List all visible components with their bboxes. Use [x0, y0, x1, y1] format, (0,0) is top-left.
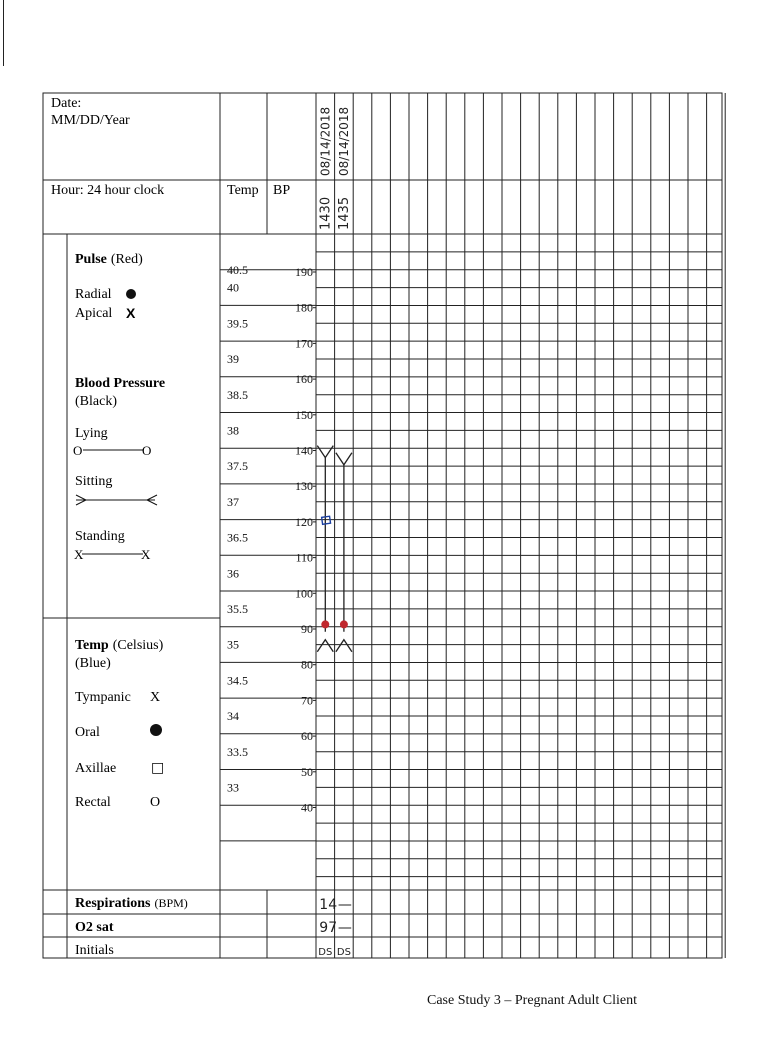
bp-tick-label: 130: [295, 479, 313, 494]
temp-tick-label: 34: [227, 709, 239, 724]
bp-diastolic-mark: [336, 640, 352, 652]
bp-tick-label: 60: [301, 729, 313, 744]
temp-tick-label: 34.5: [227, 673, 248, 688]
lying-symbol-icon: [73, 443, 151, 458]
standing-end-right: X: [141, 547, 151, 562]
lying-label: Lying: [75, 426, 108, 441]
initials-row-label: Initials: [75, 943, 114, 958]
bp-tick-label: 140: [295, 443, 313, 458]
oral-filled-dot-icon: [150, 724, 162, 736]
radial-label: Radial: [75, 287, 112, 302]
respirations-row-label: [75, 896, 188, 911]
temp-tick-label: 40: [227, 280, 239, 295]
entry-hour: 1430: [318, 196, 334, 230]
bp-tick-label: 170: [295, 336, 313, 351]
pulse-radial-dot: [321, 620, 329, 628]
rectal-o-symbol: O: [150, 795, 161, 810]
entry-respirations: —: [337, 897, 352, 913]
oral-label: Oral: [75, 725, 100, 740]
entry-o2-sat: 97: [319, 920, 338, 936]
bp-tick-label: 70: [301, 693, 313, 708]
bp-tick-label: 180: [295, 300, 313, 315]
sitting-symbol-icon: [76, 495, 157, 505]
radial-filled-dot-icon: [126, 289, 136, 299]
standing-symbol-icon: [74, 547, 151, 562]
entry-initials: DS: [336, 947, 351, 958]
temp-tick-label: 36.5: [227, 530, 248, 545]
temp-color-note: (Blue): [75, 656, 111, 671]
bp-tick-label: 50: [301, 764, 313, 779]
bp-tick-label: 110: [295, 550, 313, 565]
bp-tick-label: 80: [301, 657, 313, 672]
apical-label: Apical: [75, 306, 113, 321]
sitting-label: Sitting: [75, 474, 113, 489]
pulse-color-note: (Red): [110, 252, 143, 267]
bp-tick-label: 190: [295, 265, 313, 279]
entry-initials: DS: [318, 947, 333, 958]
axillae-label: Axillae: [75, 761, 117, 776]
temp-tick-label: 35.5: [227, 602, 248, 616]
lying-end-left: O: [73, 443, 83, 458]
o2-sat-row-label: O2 sat: [75, 920, 114, 935]
rectal-label: Rectal: [75, 795, 111, 810]
tympanic-x-symbol: X: [150, 690, 161, 705]
entry-hour: 1435: [336, 196, 352, 230]
temp-tick-label: 40.5: [227, 263, 248, 277]
chart-grid: [43, 93, 725, 958]
bp-tick-label: 90: [301, 622, 313, 636]
bp-tick-label: 160: [295, 372, 313, 387]
entry-date: 08/14/2018: [336, 106, 351, 176]
bp-tick-label: 150: [295, 407, 313, 422]
entry-respirations: 14: [319, 897, 338, 913]
bp-tick-label: 100: [295, 586, 313, 601]
temp-tick-label: 37: [227, 494, 239, 509]
entry-date: 08/14/2018: [318, 106, 333, 176]
temp-tick-label: 35: [227, 637, 239, 652]
respirations-unit: (BPM): [154, 896, 188, 910]
temp-axillae-mark: [322, 516, 331, 524]
standing-end-left: X: [74, 547, 84, 562]
temp-legend-title: [75, 638, 164, 653]
temp-unit-note: (Celsius): [112, 638, 164, 653]
footer-case-title: Case Study 3 – Pregnant Adult Client: [427, 993, 637, 1008]
temp-tick-label: 33.5: [227, 744, 248, 759]
standing-label: Standing: [75, 529, 125, 544]
temp-tick-label: 39: [227, 352, 239, 367]
temp-tick-label: 33: [227, 780, 239, 795]
temp-tick-label: 38.5: [227, 387, 248, 402]
lying-end-right: O: [142, 443, 152, 458]
temp-scale: [227, 263, 248, 795]
axillae-square-symbol: □: [151, 760, 165, 776]
hour-label: Hour: 24 hour clock: [51, 183, 165, 198]
entry-o2-sat: —: [337, 920, 352, 936]
pulse-legend-title: [75, 252, 143, 267]
pulse-title: Pulse: [75, 252, 107, 267]
temp-column-header: Temp: [227, 183, 259, 198]
bp-legend-title: Blood Pressure: [75, 376, 166, 391]
bp-scale: [295, 265, 313, 815]
date-format-label: MM/DD/Year: [51, 113, 130, 128]
pulse-radial-dot: [340, 620, 348, 628]
date-label: Date:: [51, 96, 82, 111]
bp-color-note: (Black): [75, 394, 117, 409]
apical-x-symbol: X: [126, 305, 136, 321]
bp-tick-label: 40: [301, 800, 313, 815]
bp-diastolic-mark: [317, 640, 333, 652]
tympanic-label: Tympanic: [75, 690, 131, 705]
bp-systolic-mark: [336, 453, 352, 465]
temp-tick-label: 36: [227, 566, 239, 581]
respirations-title: Respirations: [75, 896, 151, 911]
temp-title: Temp: [75, 638, 109, 653]
bp-systolic-mark: [317, 446, 333, 458]
temp-tick-label: 38: [227, 423, 239, 438]
bp-tick-label: 120: [295, 514, 313, 529]
bp-column-header: BP: [273, 183, 291, 198]
temp-tick-label: 39.5: [227, 316, 248, 331]
temp-tick-label: 37.5: [227, 459, 248, 474]
